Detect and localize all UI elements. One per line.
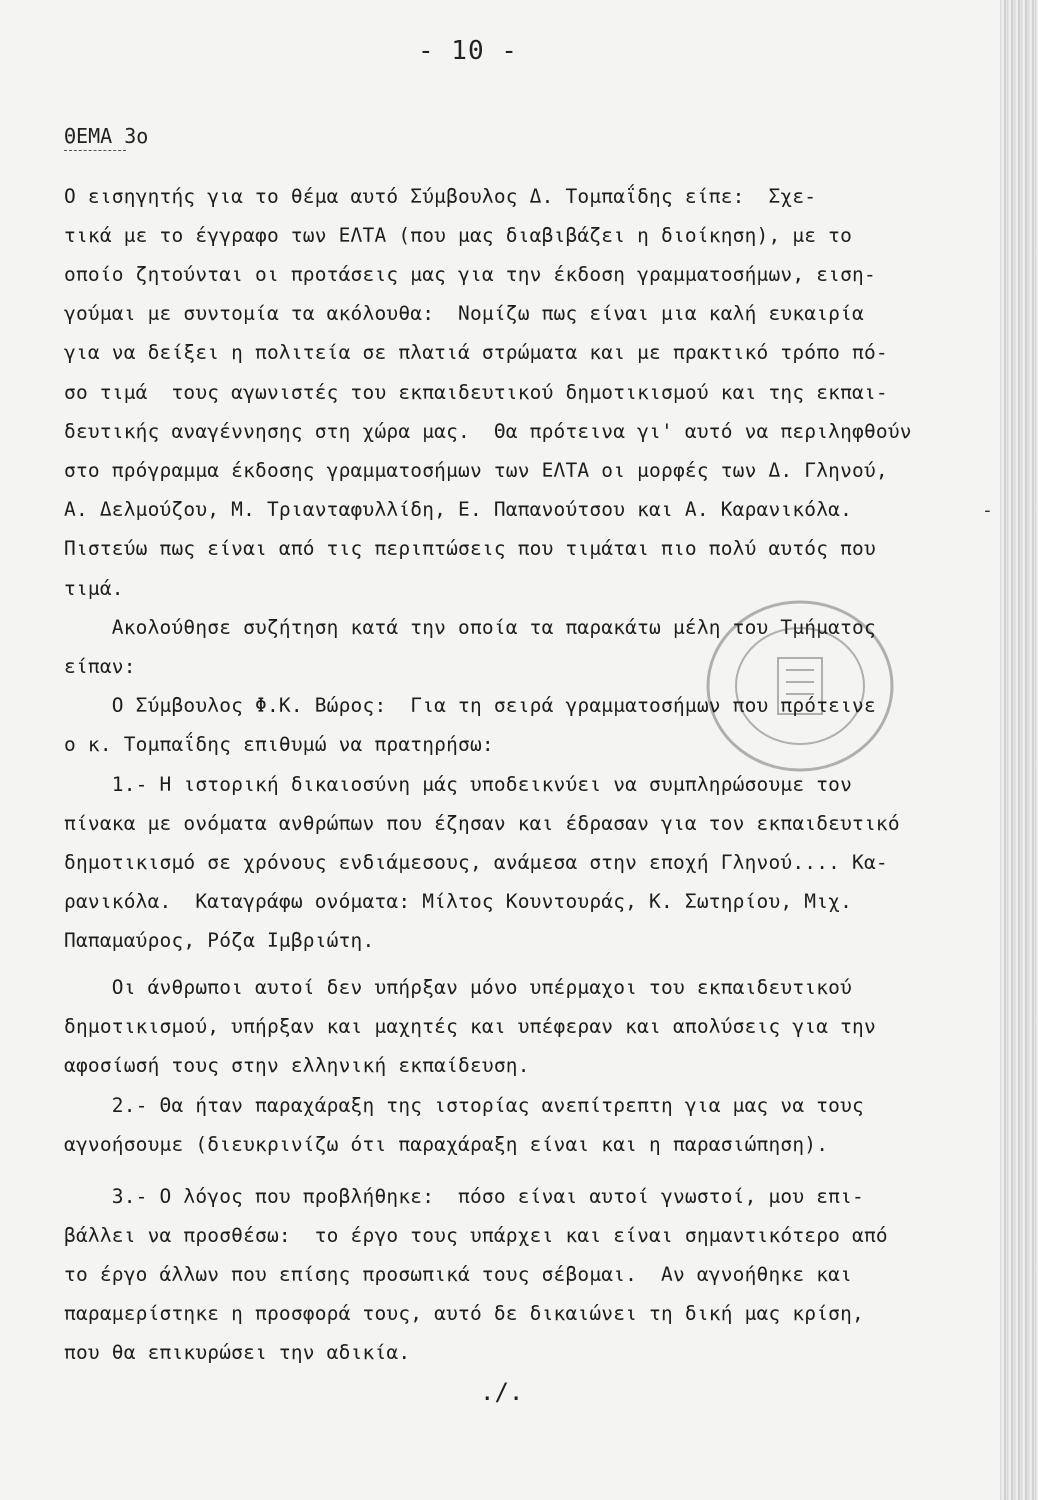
text-line: τιμά. — [64, 577, 124, 600]
text-line: 3.- Ο λόγος που προβλήθηκε: πόσο είναι αυτοί γνωστοί, μου επι- — [64, 1185, 864, 1208]
book-page-edges — [1000, 0, 1038, 1500]
text-line: στο πρόγραμμα έκδοσης γραμματοσήμων των ΕΛΤΑ οι μορφές των Δ. Γληνού, — [64, 459, 888, 482]
text-line: δημοτικισμού, υπήρξαν και μαχητές και υπέφεραν και απολύσεις για την — [64, 1015, 876, 1038]
page-number: - 10 - — [418, 36, 518, 66]
text-line: το έργο άλλων που επίσης προσωπικά τους σέβομαι. Αν αγνοήθηκε και — [64, 1263, 853, 1286]
text-line: 2.- Θα ήταν παραχάραξη της ιστορίας ανεπίτρεπτη για μας να τους — [64, 1094, 864, 1117]
text-line: για να δείξει η πολιτεία σε πλατιά στρώματα και με πρακτικό τρόπο πό- — [64, 341, 888, 364]
text-line: οποίο ζητούνται οι προτάσεις μας για την έκδοση γραμματοσήμων, ειση- — [64, 263, 876, 286]
text-line: 1.- Η ιστορική δικαιοσύνη μάς υποδεικνύει να συμπληρώσουμε τον — [64, 773, 853, 796]
text-line: σο τιμά τους αγωνιστές του εκπαιδευτικού δημοτικισμού και της εκπαι- — [64, 381, 888, 404]
text-line: γούμαι με συντομία τα ακόλουθα: Νομίζω πως είναι μια καλή ευκαιρία — [64, 302, 864, 325]
text-line: δευτικής αναγέννησης στη χώρα μας. Θα πρότεινα γι' αυτό να περιληφθούν — [64, 420, 912, 443]
text-line: αγνοήσουμε (διευκρινίζω ότι παραχάραξη είναι και η παρασιώπηση). — [64, 1133, 829, 1156]
text-line: Ο Σύμβουλος Φ.Κ. Βώρος: Για τη σειρά γραμματοσήμων που πρότεινε — [64, 694, 876, 717]
text-line: αφοσίωσή τους στην ελληνική εκπαίδευση. — [64, 1054, 530, 1077]
institution-stamp-icon — [700, 596, 900, 776]
text-line: Παπαμαύρος, Ρόζα Ιμβριώτη. — [64, 929, 375, 952]
text-line: ο κ. Τομπαΐδης επιθυμώ να πρατηρήσω: — [64, 733, 494, 756]
text-line: που θα επικυρώσει την αδικία. — [64, 1341, 411, 1364]
text-line: δημοτικισμό σε χρόνους ενδιάμεσους, ανάμεσα στην εποχή Γληνού.... Κα- — [64, 851, 888, 874]
text-line: Ο εισηγητής για το θέμα αυτό Σύμβουλος Δ. Τομπαΐδης είπε: Σχε- — [64, 185, 817, 208]
section-heading: ΘΕΜΑ 3ο — [64, 124, 149, 148]
text-line: Α. Δελμούζου, Μ. Τριανταφυλλίδη, Ε. Παπανούτσου και Α. Καρανικόλα. — [64, 498, 853, 521]
text-line: πίνακα με ονόματα ανθρώπων που έζησαν και έδρασαν για τον εκπαιδευτικό — [64, 812, 900, 835]
text-line: Ακολούθησε συζήτηση κατά την οποία τα παρακάτω μέλη του Τμήματος — [64, 616, 876, 639]
text-line: είπαν: — [64, 655, 136, 678]
continuation-mark: ./. — [480, 1378, 524, 1406]
margin-mark: - — [982, 500, 993, 521]
text-line: ρανικόλα. Καταγράφω ονόματα: Μίλτος Κουντουράς, Κ. Σωτηρίου, Μιχ. — [64, 890, 853, 913]
heading-underline — [64, 150, 126, 151]
text-line: Οι άνθρωποι αυτοί δεν υπήρξαν μόνο υπέρμαχοι του εκπαιδευτικού — [64, 976, 853, 999]
text-line: Πιστεύω πως είναι από τις περιπτώσεις που τιμάται πιο πολύ αυτός που — [64, 537, 876, 560]
text-line: βάλλει να προσθέσω: το έργο τους υπάρχει και είναι σημαντικότερο από — [64, 1224, 888, 1247]
text-line: παραμερίστηκε η προσφορά τους, αυτό δε δικαιώνει τη δική μας κρίση, — [64, 1302, 864, 1325]
text-line: τικά με το έγγραφο των ΕΛΤΑ (που μας διαβιβάζει η διοίκηση), με το — [64, 224, 853, 247]
